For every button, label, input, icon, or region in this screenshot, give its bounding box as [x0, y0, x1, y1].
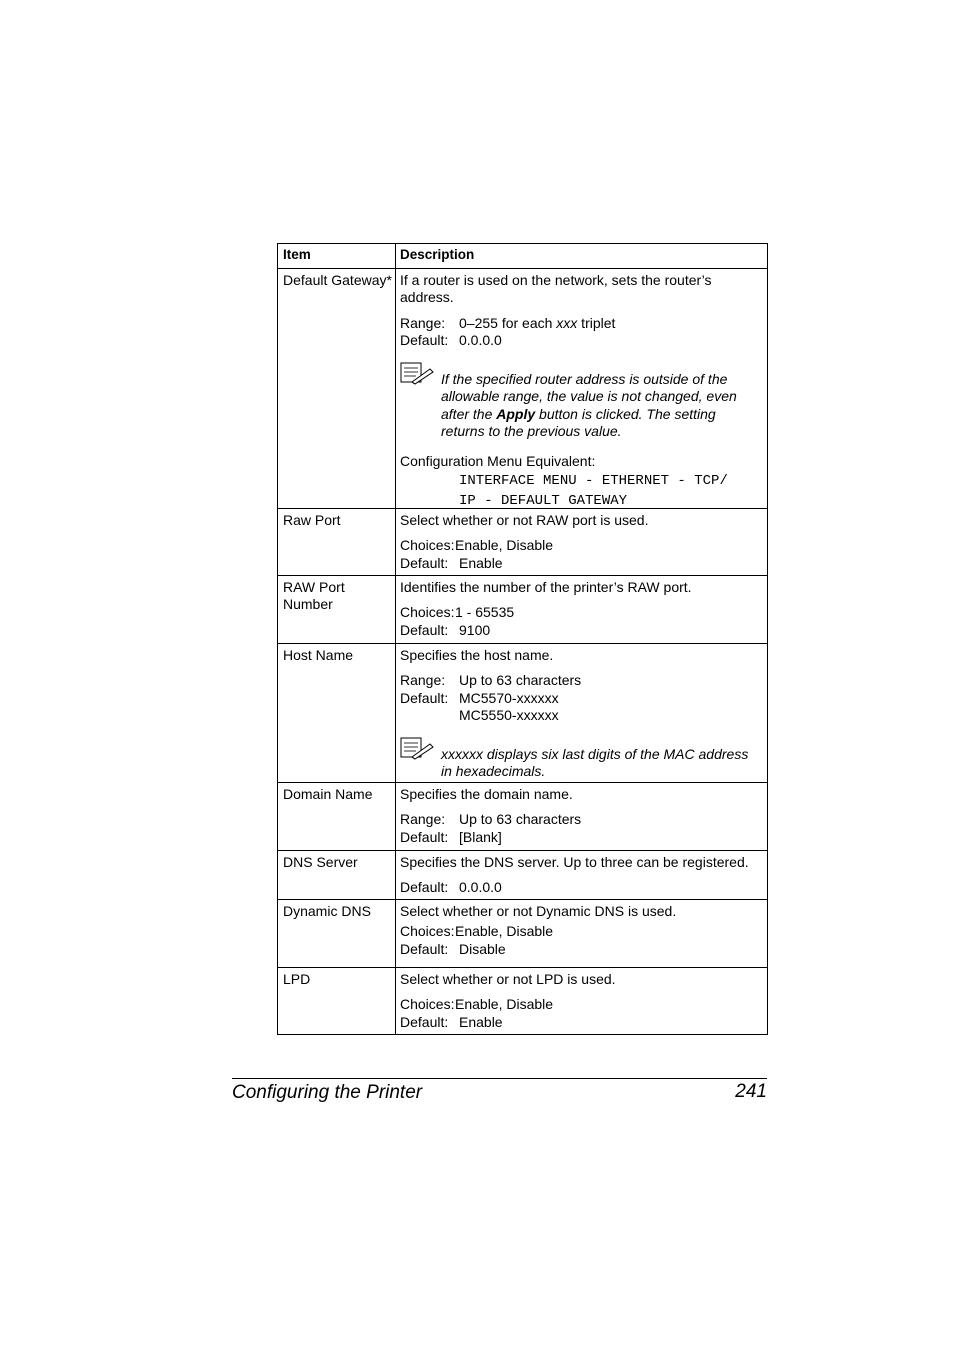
note-pencil-icon — [400, 737, 441, 761]
item-dynamic-dns: Dynamic DNS — [278, 900, 396, 967]
table-row: Raw Port Select whether or not RAW port is used. Choices: Enable, Disable Default: Enable — [278, 508, 767, 575]
note: If the specified router address is outside of the allowable range, the value is not changed, even after the Apply button is clicked. The setting returns to the previous value. — [400, 362, 763, 441]
item-lpd: LPD — [278, 968, 396, 1034]
header-description: Description — [400, 247, 475, 262]
settings-table — [277, 243, 768, 1035]
table-row: LPD Select whether or not LPD is used. Choices: Enable, Disable Default: Enable — [278, 967, 767, 1034]
table-row — [278, 268, 767, 508]
description-default-gateway: If a router is used on the network, sets the router’s address. Range: 0–255 for each xxx triplet Default: 0.0.0.0 If the specified router address is outside of the allowable range, the value is not changed, even after the Apply button is clicked. The setting returns to the previous value. Configuration Menu Equivalent: INTERFACE MENU - ETHERNET - TCP/ IP - DEFAULT GATEWAY — [396, 269, 767, 508]
item-raw-port-number: RAW Port Number — [278, 576, 396, 643]
item-default-gateway: Default Gateway* — [278, 269, 396, 508]
page-number: 241 — [735, 1081, 767, 1102]
footer-divider — [232, 1078, 767, 1079]
note: xxxxxx displays six last digits of the MAC address in hexadecimals. — [400, 737, 763, 781]
item-raw-port: Raw Port — [278, 509, 396, 575]
table-row: Dynamic DNS Select whether or not Dynamic DNS is used. Choices: Enable, Disable Default: Disable — [278, 899, 767, 967]
note-pencil-icon — [400, 362, 441, 386]
header-item: Item — [278, 244, 396, 268]
table-header-row — [278, 244, 767, 268]
item-dns-server: DNS Server — [278, 851, 396, 899]
table-row: Domain Name Specifies the domain name. Range: Up to 63 characters Default: [Blank] — [278, 782, 767, 850]
table-row: Host Name Specifies the host name. Range: Up to 63 characters Default: MC5570-xxxxxx MC5550-xxxxxx xxxxxx displays six last digits of the MAC address in hexadecimals. — [278, 643, 767, 782]
table-row: DNS Server Specifies the DNS server. Up to three can be registered. Default: 0.0.0.0 — [278, 850, 767, 899]
footer-title: Configuring the Printer — [232, 1082, 423, 1103]
item-domain-name: Domain Name — [278, 783, 396, 850]
table-row: RAW Port Number Identifies the number of the printer’s RAW port. Choices: 1 - 65535 Default: 9100 — [278, 575, 767, 643]
item-host-name: Host Name — [278, 644, 396, 782]
